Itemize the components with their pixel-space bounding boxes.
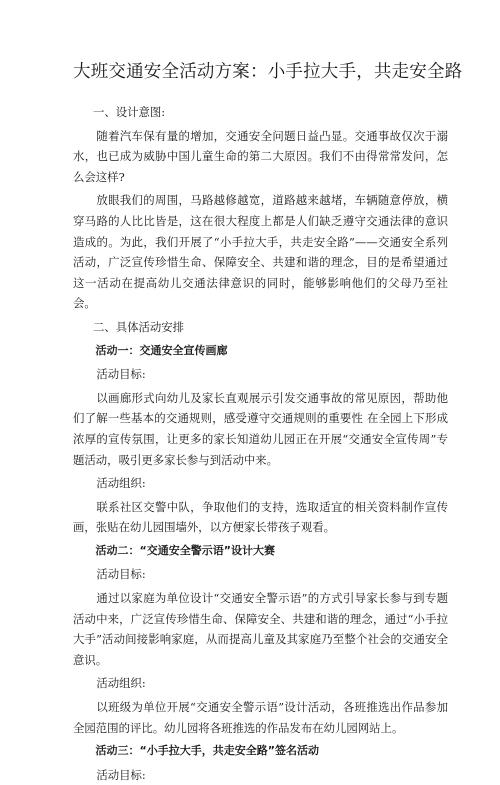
paragraph: 以画廊形式向幼儿及家长直观展示引发交通事故的常见原因，帮助他们了解一些基本的交通规则，感受遵守交通规则的重要性 在全园上下形成浓厚的宣传氛围，让更多的家长知道幼儿园正在开展“交通安全宣传周”专题活动，吸引更多家长参与到活动中来。 bbox=[73, 390, 448, 467]
activity-heading: 活动二：“交通安全警示语”设计大赛 bbox=[95, 543, 276, 557]
document-body bbox=[73, 102, 448, 785]
paragraph: 联系社区交警中队，争取他们的支持，选取适宜的相关资料制作宣传画，张贴在幼儿园围墙外，以方便家长带孩子观看。 bbox=[73, 499, 448, 535]
paragraph: 活动目标: bbox=[96, 567, 146, 582]
paragraph: 放眼我们的周围，马路越修越宽，道路越来越堵，车辆随意停放，横穿马路的人比比皆是，这在很大程度上都是人们缺乏遵守交通法律的意识造成的。为此，我们开展了“小手拉大手，共走安全路”——交通安全系列活动，广泛宣传珍惜生命、保障安全、共建和谐的理念，目的是希望通过这一活动在提高幼儿交通法律意识的同时，能够影响他们的父母乃至社会。 bbox=[73, 193, 448, 311]
section-heading: 一、设计意图: bbox=[92, 105, 166, 119]
paragraph: 活动目标: bbox=[96, 767, 146, 782]
section-heading: 二、具体活动安排 bbox=[92, 319, 185, 334]
paragraph: 活动组织: bbox=[96, 476, 146, 491]
paragraph: 通过以家庭为单位设计“交通安全警示语”的方式引导家长参与到专题活动中来，广泛宣传珍惜生命、保障安全、共建和谐的理念，通过“小手拉大手”活动间接影响家庭，从而提高儿童及其家庭乃至整个社会的交通安全意识。 bbox=[73, 591, 448, 667]
paragraph: 随着汽车保有量的增加，交通安全问题日益凸显。交通事故仅次于溺水，也已成为威胁中国儿童生命的第二大原因。我们不由得常常发问，怎么会这样? bbox=[73, 128, 448, 184]
activity-heading: 活动三：“小手拉大手，共走安全路”签名活动 bbox=[95, 744, 320, 758]
activity-heading: 活动一：交通安全宣传画廊 bbox=[95, 343, 228, 357]
paragraph: 活动组织: bbox=[96, 676, 146, 691]
paragraph: 活动目标: bbox=[96, 367, 146, 382]
document-title: 大班交通安全活动方案：小手拉大手，共走安全路 bbox=[73, 62, 463, 82]
paragraph: 以班级为单位开展“交通安全警示语”设计活动，各班推选出作品参加全园范围的评比。幼儿园将各班推选的作品发布在幼儿园网站上。 bbox=[73, 700, 448, 735]
